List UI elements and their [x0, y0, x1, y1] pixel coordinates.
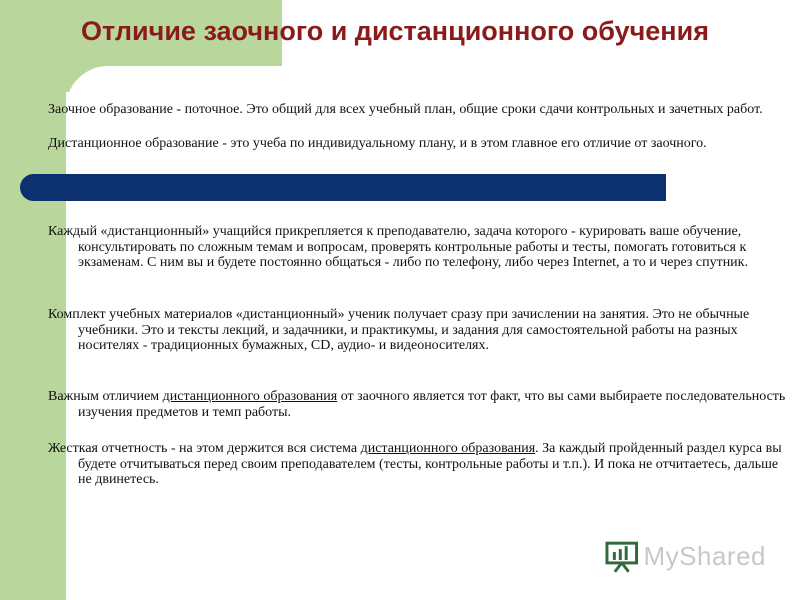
text-before-link: Жесткая отчетность - на этом держится вся система [48, 441, 361, 456]
paragraph-correspondence: Заочное образование - поточное. Это общий для всех учебный план, общие сроки сдачи контрольных и зачетных работ. [48, 102, 763, 117]
text-after-link: от заочного является тот факт, что вы сами выбираете последовательность изучения предметов и темп работы. [78, 389, 786, 420]
presentation-board-icon [604, 539, 640, 573]
paragraph-materials: Комплект учебных материалов «дистанционный» ученик получает сразу при зачислении на занятия. Это не обычные учебники. Это и тексты лекций, и задачники, и практикумы, и задания для самостоятельной работы на разных носителях - традиционных бумажных, CD, аудио- и видеоносителях. [48, 307, 750, 353]
divider-bar [20, 174, 666, 201]
text-before-link: Важным отличием [48, 389, 163, 404]
paragraph-tutor: Каждый «дистанционный» учащийся прикрепляется к преподавателю, задача которого - курировать ваше обучение, консультировать по сложным темам и вопросам, проверять контрольные работы и тесты, помогать готовиться к экзаменам. С ним вы и будете постоянно общаться - либо по телефону, либо через Internet, а то и через спутник. [48, 224, 748, 270]
myshared-logo [604, 536, 766, 576]
paragraph-distance: Дистанционное образование - это учеба по индивидуальному плану, и в этом главное его отличие от заочного. [48, 136, 707, 151]
distance-education-link[interactable]: дистанционного образования [162, 389, 338, 404]
paragraph-sequence [48, 389, 790, 420]
slide-title: Отличие заочного и дистанционного обучения [81, 16, 709, 46]
logo-text: MyShared [643, 540, 766, 571]
paragraph-reporting [48, 441, 790, 488]
distance-education-link[interactable]: дистанционного образования [360, 441, 536, 456]
text-after-link: . За каждый пройденный раздел курса вы будете отчитываться перед своим преподавателем (тесты, контрольные работы и т.п.). И пока не отчитаетесь, дальше не двинетесь. [78, 441, 782, 487]
